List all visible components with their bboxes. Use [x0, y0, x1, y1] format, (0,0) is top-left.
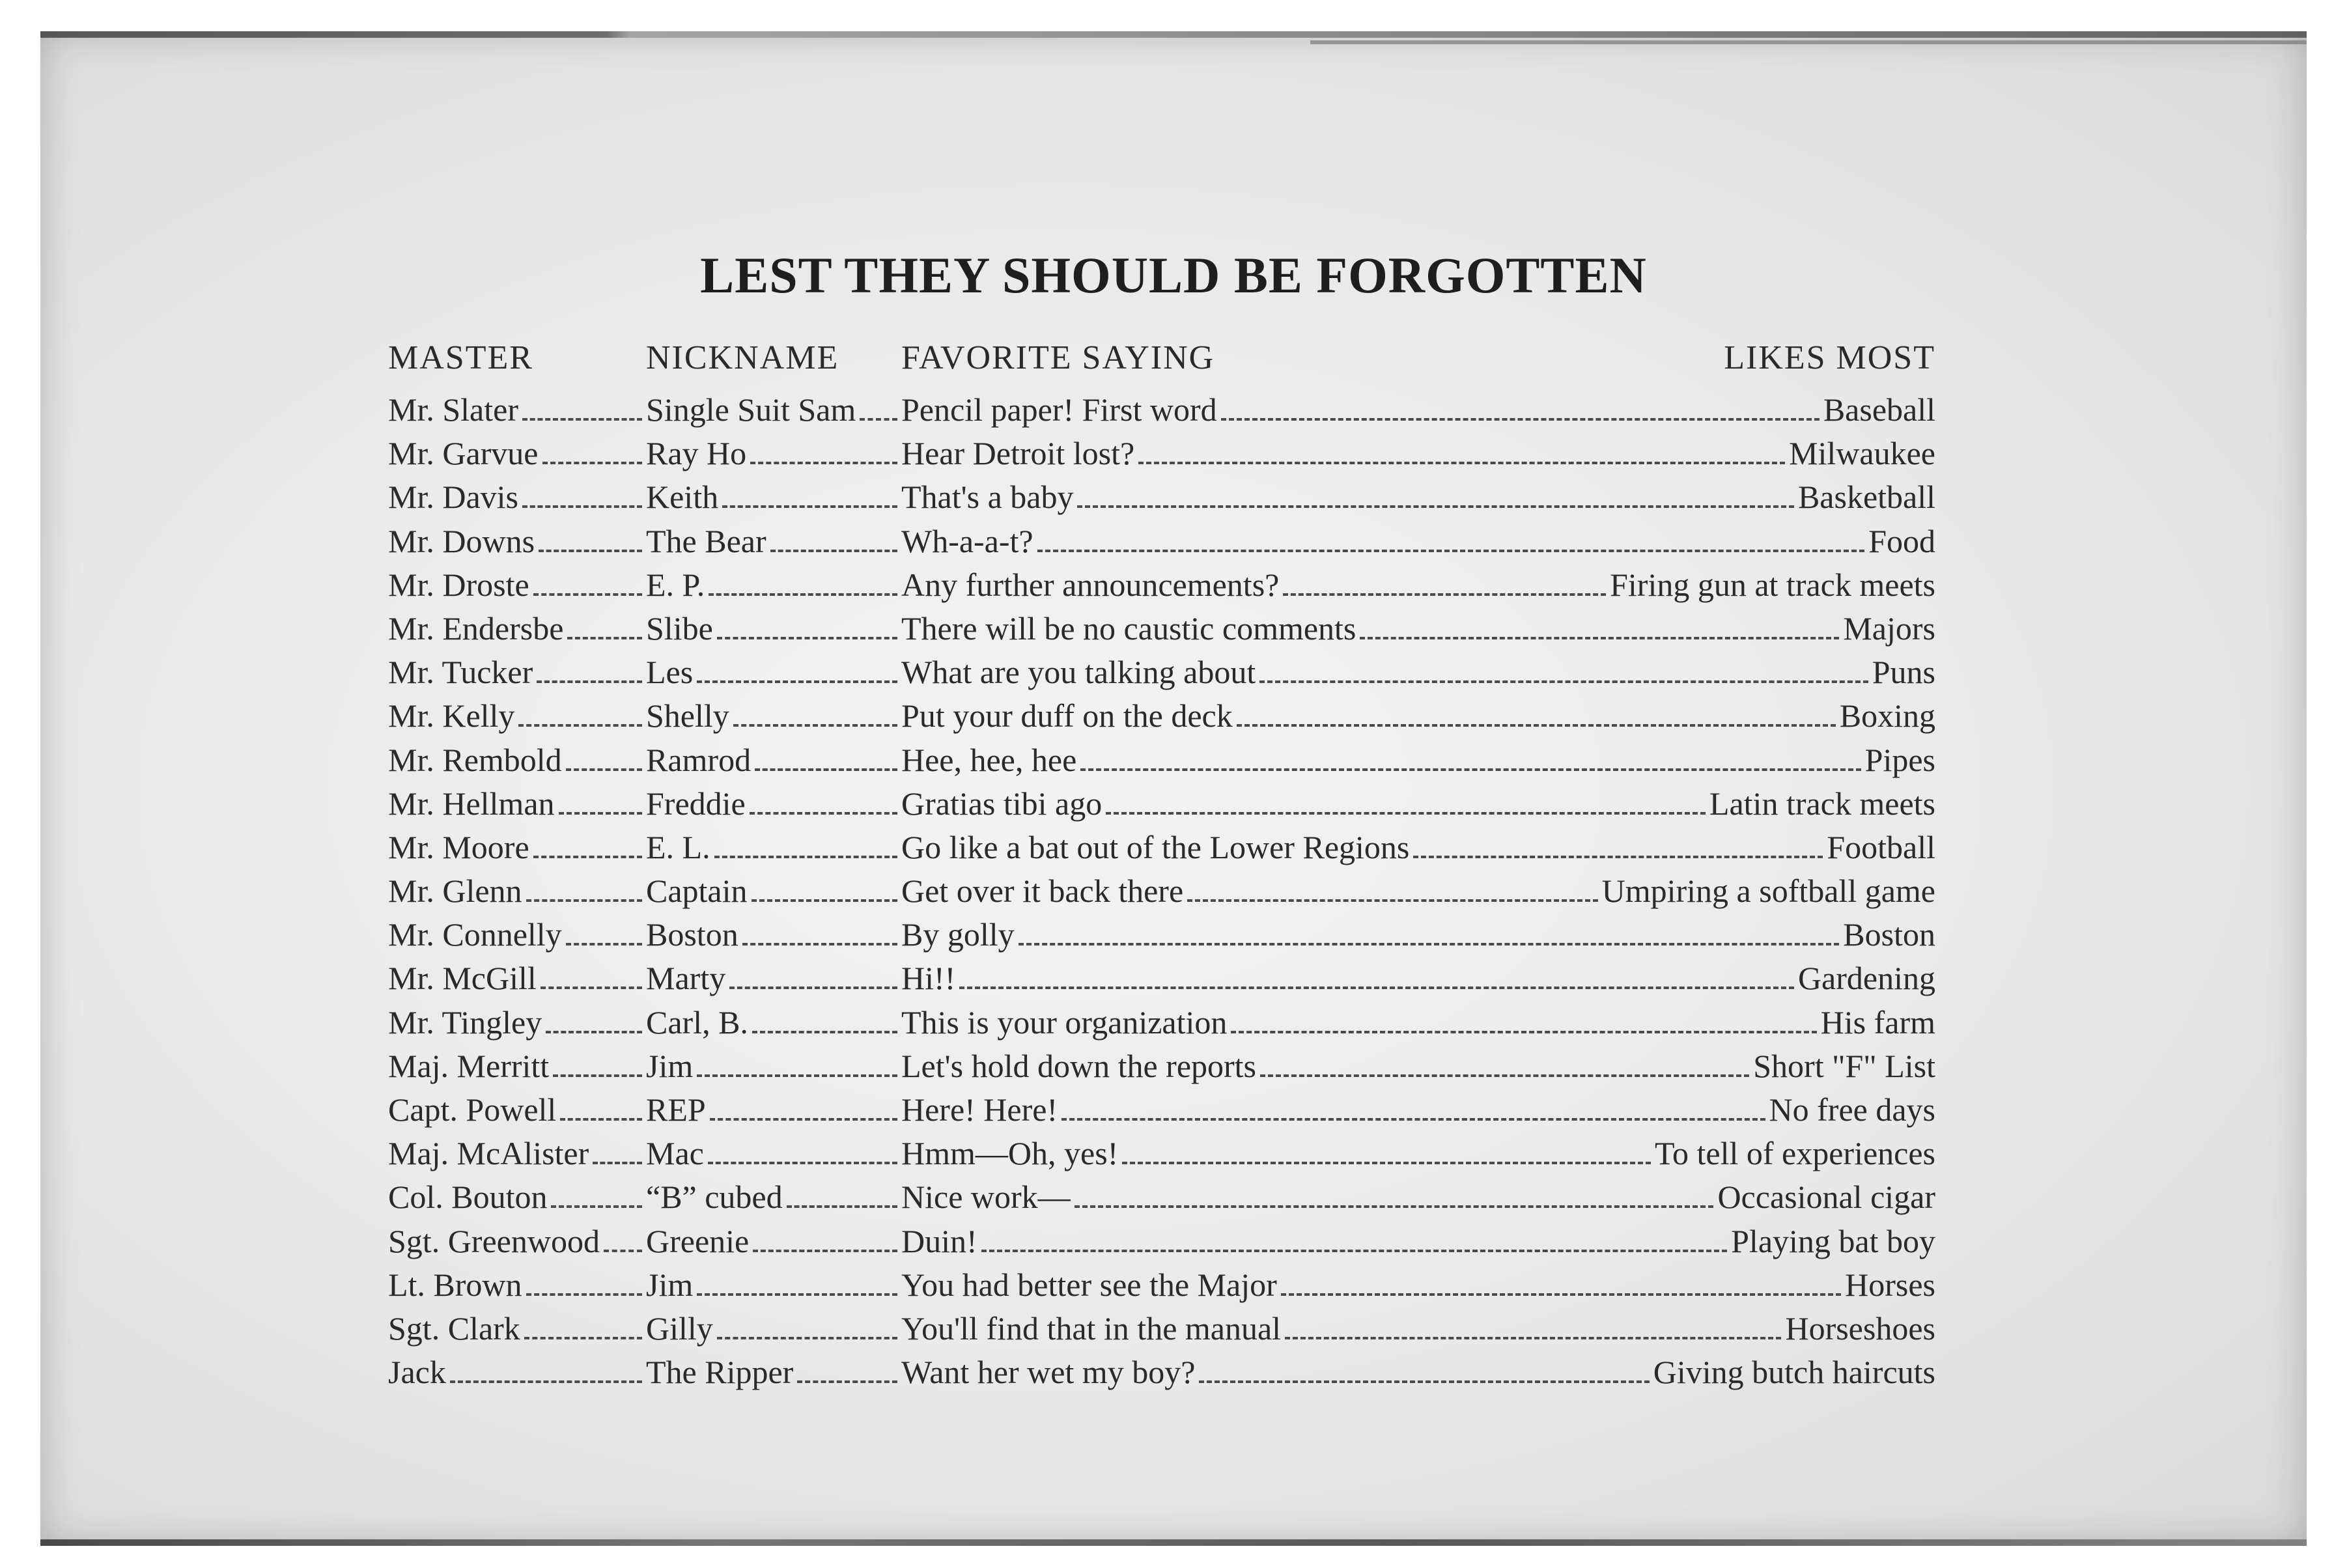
- dotted-leader: [742, 943, 897, 945]
- table-row: [388, 1353, 1935, 1397]
- nickname: Gilly: [646, 1309, 713, 1347]
- master-name: Mr. Kelly: [388, 697, 515, 735]
- master-cell: [388, 872, 646, 910]
- favorite-saying: Gratias tibi ago: [901, 785, 1103, 822]
- dotted-leader: [714, 856, 897, 858]
- favorite-saying: Pencil paper! First word: [901, 391, 1217, 428]
- table-row: [388, 828, 1935, 872]
- table-row: [388, 522, 1935, 566]
- nickname-cell: [646, 478, 901, 516]
- saying-cell: [901, 391, 1823, 428]
- table-body: [388, 391, 1935, 1397]
- nickname-cell: [646, 916, 901, 953]
- master-cell: [388, 959, 646, 997]
- table-row: [388, 434, 1935, 478]
- master-cell: [388, 1309, 646, 1347]
- nickname-cell: [646, 872, 901, 910]
- favorite-saying: You'll find that in the manual: [901, 1309, 1282, 1347]
- likes-most: Umpiring a softball game: [1601, 873, 1935, 910]
- nickname-cell: [646, 697, 901, 735]
- likes-most: Majors: [1843, 609, 1935, 647]
- dotted-leader: [604, 1250, 642, 1252]
- dotted-leader: [1075, 1205, 1714, 1208]
- dotted-leader: [770, 550, 897, 552]
- nickname: Boston: [646, 916, 738, 953]
- dotted-leader: [537, 680, 642, 683]
- dotted-leader: [1106, 812, 1706, 815]
- master-cell: [388, 1353, 646, 1391]
- saying-cell: [901, 1222, 1731, 1260]
- favorite-saying: There will be no caustic comments: [901, 609, 1356, 647]
- dotted-leader: [787, 1205, 897, 1208]
- nickname-cell: [646, 1222, 901, 1260]
- master-cell: [388, 1266, 646, 1304]
- dotted-leader: [717, 1337, 897, 1339]
- saying-cell: [901, 828, 1827, 866]
- dotted-leader: [1077, 505, 1793, 508]
- dotted-leader: [1360, 637, 1839, 639]
- nickname: Shelly: [646, 697, 729, 735]
- saying-cell: [901, 478, 1798, 516]
- dotted-leader: [733, 724, 897, 727]
- master-cell: [388, 785, 646, 822]
- master-cell: [388, 1003, 646, 1041]
- table-row: [388, 959, 1935, 1003]
- master-name: Mr. Moore: [388, 828, 529, 865]
- master-cell: [388, 828, 646, 866]
- dotted-leader: [1187, 899, 1597, 902]
- favorite-saying: Get over it back there: [901, 873, 1184, 910]
- nickname: Jim: [646, 1047, 694, 1084]
- page-top-edge-shadow: [1310, 40, 2307, 44]
- dotted-leader: [546, 1031, 642, 1033]
- dotted-leader: [1061, 1118, 1765, 1121]
- dotted-leader: [1080, 768, 1861, 771]
- dotted-leader: [567, 637, 642, 639]
- table-row: [388, 785, 1935, 828]
- likes-most: Milwaukee: [1789, 435, 1935, 472]
- dotted-leader: [1260, 1074, 1749, 1077]
- nickname-cell: [646, 785, 901, 822]
- nickname-cell: [646, 1003, 901, 1041]
- favorite-saying: This is your organization: [901, 1003, 1228, 1041]
- master-cell: [388, 478, 646, 516]
- table-row: [388, 1309, 1935, 1353]
- likes-most: Basketball: [1797, 479, 1935, 516]
- favorite-saying: Want her wet my boy?: [901, 1354, 1196, 1391]
- favorite-saying: That's a baby: [901, 479, 1074, 516]
- dotted-leader: [1281, 1293, 1841, 1296]
- dotted-leader: [518, 724, 642, 727]
- favorite-saying: What are you talking about: [901, 654, 1256, 691]
- dotted-leader: [860, 418, 897, 421]
- dotted-leader: [593, 1162, 642, 1164]
- likes-most: No free days: [1769, 1091, 1935, 1128]
- master-name: Maj. McAlister: [388, 1135, 589, 1172]
- dotted-leader: [752, 899, 897, 902]
- master-cell: [388, 1091, 646, 1128]
- dotted-leader: [551, 1205, 642, 1208]
- saying-cell: [901, 872, 1602, 910]
- nickname-cell: [646, 1178, 901, 1216]
- dotted-leader: [533, 856, 642, 858]
- master-name: Mr. Tucker: [388, 654, 533, 691]
- nickname: Les: [646, 654, 694, 691]
- dotted-leader: [541, 987, 642, 989]
- nickname-cell: [646, 1134, 901, 1172]
- master-name: Capt. Powell: [388, 1091, 557, 1128]
- favorite-saying: Wh-a-a-t?: [901, 522, 1033, 559]
- page-bottom-edge: [40, 1539, 2307, 1546]
- dotted-leader: [1037, 550, 1865, 552]
- table-row: [388, 916, 1935, 959]
- dotted-leader: [539, 550, 642, 552]
- dotted-leader: [755, 768, 897, 771]
- dotted-leader: [697, 680, 897, 683]
- favorite-saying: Let's hold down the reports: [901, 1047, 1257, 1084]
- saying-cell: [901, 653, 1872, 691]
- dotted-leader: [533, 593, 642, 596]
- nickname: REP: [646, 1091, 706, 1128]
- table-header: [388, 339, 1935, 391]
- favorite-saying: Put your duff on the deck: [901, 697, 1233, 735]
- dotted-leader: [566, 943, 642, 945]
- master-cell: [388, 653, 646, 691]
- dotted-leader: [1221, 418, 1820, 421]
- header-likes-most: LIKES MOST: [1724, 339, 1935, 376]
- table-row: [388, 697, 1935, 740]
- likes-most: Horseshoes: [1785, 1309, 1935, 1347]
- master-cell: [388, 609, 646, 647]
- likes-most: Boxing: [1839, 697, 1935, 735]
- header-favorite-saying: FAVORITE SAYING: [901, 339, 1215, 376]
- favorite-saying: Hmm—Oh, yes!: [901, 1135, 1119, 1172]
- favorite-saying: Hi!!: [901, 960, 956, 997]
- master-cell: [388, 566, 646, 604]
- master-name: Mr. Downs: [388, 522, 535, 559]
- favorite-saying: Hear Detroit lost?: [901, 435, 1135, 472]
- master-cell: [388, 916, 646, 953]
- nickname-cell: [646, 1091, 901, 1128]
- likes-most: Pipes: [1864, 741, 1935, 778]
- table-row: [388, 872, 1935, 916]
- favorite-saying: Here! Here!: [901, 1091, 1058, 1128]
- master-cell: [388, 741, 646, 779]
- header-nickname: NICKNAME: [646, 339, 839, 376]
- nickname: The Ripper: [646, 1354, 794, 1391]
- dotted-leader: [542, 462, 643, 464]
- dotted-leader: [697, 1293, 897, 1296]
- table-row: [388, 391, 1935, 434]
- nickname-cell: [646, 1353, 901, 1391]
- master-name: Mr. Endersbe: [388, 609, 564, 647]
- nickname: Keith: [646, 479, 719, 516]
- saying-cell: [901, 434, 1789, 472]
- table-row: [388, 741, 1935, 785]
- master-cell: [388, 1047, 646, 1085]
- saying-cell: [901, 916, 1843, 953]
- dotted-leader: [526, 1293, 642, 1296]
- master-name: Lt. Brown: [388, 1266, 522, 1303]
- dotted-leader: [1283, 593, 1606, 596]
- likes-most: Short "F" List: [1753, 1047, 1935, 1084]
- nickname: Carl, B.: [646, 1003, 748, 1041]
- likes-most: Occasional cigar: [1717, 1179, 1935, 1216]
- saying-cell: [901, 1091, 1769, 1128]
- dotted-leader: [526, 899, 642, 902]
- master-name: Mr. Connelly: [388, 916, 562, 953]
- master-name: Mr. Droste: [388, 566, 529, 603]
- likes-most: Giving butch haircuts: [1653, 1354, 1935, 1391]
- dotted-leader: [1199, 1380, 1649, 1383]
- master-cell: [388, 391, 646, 428]
- table-row: [388, 1047, 1935, 1091]
- master-cell: [388, 522, 646, 560]
- saying-cell: [901, 1134, 1655, 1172]
- nickname: Mac: [646, 1135, 704, 1172]
- master-name: Col. Bouton: [388, 1179, 548, 1216]
- favorite-saying: By golly: [901, 916, 1015, 953]
- saying-cell: [901, 1003, 1821, 1041]
- header-master: MASTER: [388, 339, 533, 376]
- page-top-edge: [40, 31, 2307, 38]
- saying-cell: [901, 1266, 1845, 1304]
- nickname: Ramrod: [646, 741, 752, 778]
- nickname-cell: [646, 1266, 901, 1304]
- master-name: Sgt. Clark: [388, 1309, 520, 1347]
- saying-cell: [901, 959, 1798, 997]
- table-row: [388, 653, 1935, 697]
- dotted-leader: [450, 1380, 642, 1383]
- nickname-cell: [646, 1309, 901, 1347]
- dotted-leader: [1138, 462, 1785, 464]
- page-title: LEST THEY SHOULD BE FORGOTTEN: [700, 247, 1647, 303]
- nickname: Marty: [646, 960, 726, 997]
- table-row: [388, 1266, 1935, 1309]
- master-cell: [388, 434, 646, 472]
- likes-most: Playing bat boy: [1731, 1222, 1935, 1259]
- saying-cell: [901, 522, 1868, 560]
- dotted-leader: [752, 1031, 897, 1033]
- saying-cell: [901, 1047, 1753, 1085]
- nickname: E. L.: [646, 828, 710, 865]
- nickname: Freddie: [646, 785, 746, 822]
- dotted-leader: [560, 1118, 642, 1121]
- dotted-leader: [750, 462, 897, 464]
- saying-cell: [901, 1178, 1717, 1216]
- dotted-leader: [553, 1074, 642, 1077]
- nickname: The Bear: [646, 522, 766, 559]
- dotted-leader: [522, 505, 642, 508]
- nickname: Single Suit Sam: [646, 391, 856, 428]
- likes-most: Football: [1827, 828, 1935, 865]
- likes-most: Gardening: [1797, 960, 1935, 997]
- table-row: [388, 1178, 1935, 1222]
- dotted-leader: [522, 418, 642, 421]
- dotted-leader: [524, 1337, 642, 1339]
- table-row: [388, 609, 1935, 653]
- likes-most: Boston: [1843, 916, 1935, 953]
- dotted-leader: [981, 1250, 1727, 1252]
- nickname: Slibe: [646, 609, 713, 647]
- nickname-cell: [646, 828, 901, 866]
- dotted-leader: [729, 987, 897, 989]
- saying-cell: [901, 566, 1610, 604]
- likes-most: Latin track meets: [1709, 785, 1935, 822]
- dotted-leader: [708, 1162, 897, 1164]
- nickname: E. P.: [646, 566, 705, 603]
- master-name: Mr. Tingley: [388, 1003, 542, 1041]
- master-name: Maj. Merritt: [388, 1047, 550, 1084]
- dotted-leader: [1231, 1031, 1816, 1033]
- nickname-cell: [646, 391, 901, 428]
- likes-most: Firing gun at track meets: [1610, 566, 1935, 603]
- saying-cell: [901, 609, 1843, 647]
- nickname-cell: [646, 959, 901, 997]
- favorite-saying: Any further announcements?: [901, 566, 1280, 603]
- nickname: “B” cubed: [646, 1179, 783, 1216]
- dotted-leader: [709, 593, 897, 596]
- likes-most: Puns: [1872, 654, 1935, 691]
- dotted-leader: [1019, 943, 1840, 945]
- table-row: [388, 1134, 1935, 1178]
- dotted-leader: [959, 987, 1794, 989]
- favorite-saying: Nice work—: [901, 1179, 1071, 1216]
- nickname-cell: [646, 434, 901, 472]
- likes-most: Baseball: [1823, 391, 1935, 428]
- table-row: [388, 566, 1935, 609]
- favorite-saying: Go like a bat out of the Lower Regions: [901, 828, 1410, 865]
- likes-most: To tell of experiences: [1654, 1135, 1935, 1172]
- likes-most: His farm: [1820, 1003, 1935, 1041]
- likes-most: Food: [1868, 522, 1935, 559]
- favorite-saying: Hee, hee, hee: [901, 741, 1077, 778]
- saying-cell: [901, 785, 1709, 822]
- master-name: Jack: [388, 1354, 446, 1391]
- dotted-leader: [797, 1380, 897, 1383]
- nickname-cell: [646, 609, 901, 647]
- master-name: Sgt. Greenwood: [388, 1222, 600, 1259]
- dotted-leader: [753, 1250, 897, 1252]
- master-cell: [388, 1178, 646, 1216]
- nickname-cell: [646, 653, 901, 691]
- master-cell: [388, 1222, 646, 1260]
- table-row: [388, 1003, 1935, 1047]
- nickname-cell: [646, 522, 901, 560]
- dotted-leader: [750, 812, 897, 815]
- dotted-leader: [697, 1074, 897, 1077]
- saying-cell: [901, 741, 1865, 779]
- dotted-leader: [566, 768, 642, 771]
- saying-cell: [901, 1353, 1653, 1391]
- master-cell: [388, 1134, 646, 1172]
- nickname: Greenie: [646, 1222, 750, 1259]
- favorite-saying: Duin!: [901, 1222, 977, 1259]
- nickname: Captain: [646, 873, 748, 910]
- master-name: Mr. Slater: [388, 391, 518, 428]
- table-row: [388, 1222, 1935, 1266]
- saying-cell: [901, 1309, 1785, 1347]
- nickname-cell: [646, 1047, 901, 1085]
- nickname-cell: [646, 566, 901, 604]
- master-name: Mr. Glenn: [388, 873, 522, 910]
- dotted-leader: [1413, 856, 1823, 858]
- master-name: Mr. McGill: [388, 960, 537, 997]
- saying-cell: [901, 697, 1840, 735]
- dotted-leader: [559, 812, 642, 815]
- staff-table: [388, 339, 1935, 1397]
- dotted-leader: [1285, 1337, 1781, 1339]
- nickname-cell: [646, 741, 901, 779]
- favorite-saying: You had better see the Major: [901, 1266, 1277, 1303]
- nickname: Jim: [646, 1266, 694, 1303]
- master-name: Mr. Garvue: [388, 435, 539, 472]
- dotted-leader: [1237, 724, 1836, 727]
- table-row: [388, 478, 1935, 522]
- likes-most: Horses: [1845, 1266, 1935, 1303]
- master-cell: [388, 697, 646, 735]
- dotted-leader: [1122, 1162, 1651, 1164]
- dotted-leader: [710, 1118, 897, 1121]
- table-row: [388, 1091, 1935, 1134]
- master-name: Mr. Rembold: [388, 741, 562, 778]
- master-name: Mr. Hellman: [388, 785, 555, 822]
- nickname: Ray Ho: [646, 435, 747, 472]
- dotted-leader: [1259, 680, 1868, 683]
- dotted-leader: [722, 505, 897, 508]
- master-name: Mr. Davis: [388, 479, 518, 516]
- dotted-leader: [717, 637, 897, 639]
